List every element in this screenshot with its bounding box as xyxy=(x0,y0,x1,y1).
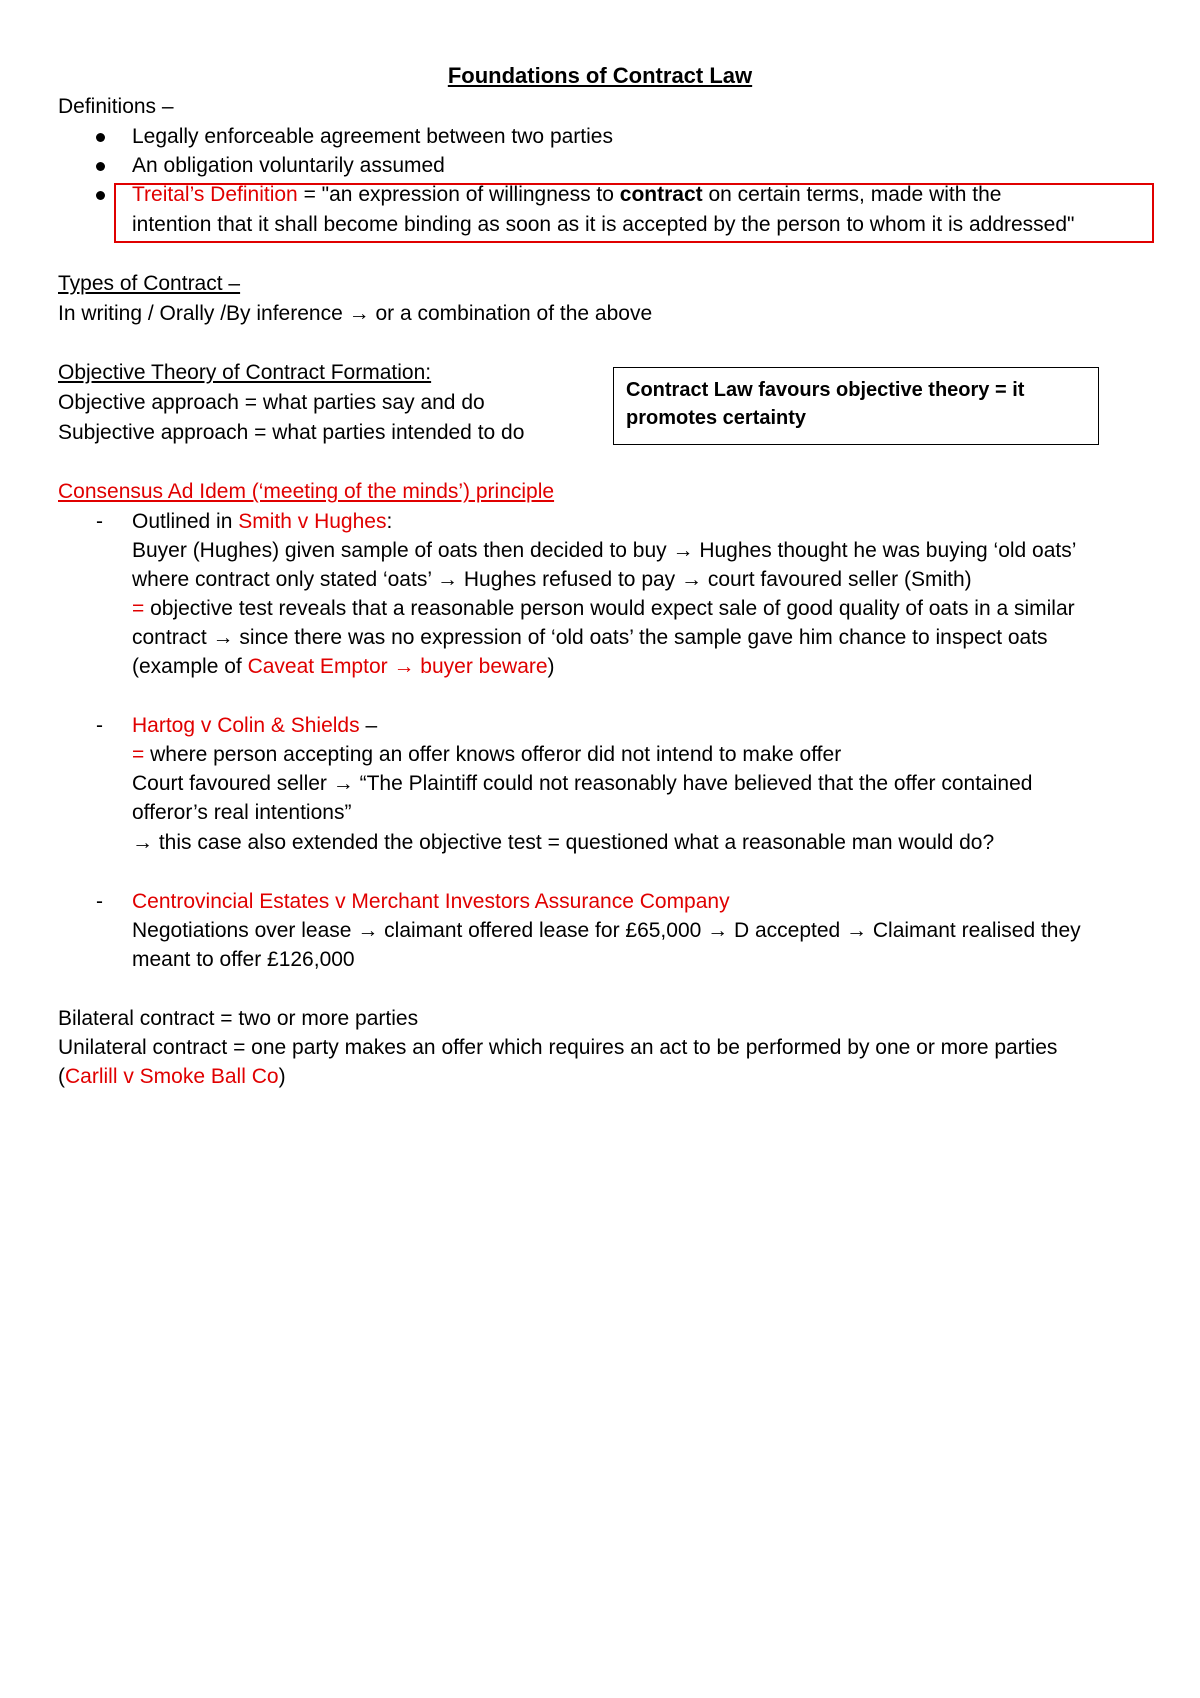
smith-line1 xyxy=(132,537,1076,565)
centro-l1-a: Negotiations over lease xyxy=(132,919,358,942)
equals-sign: = xyxy=(132,597,145,620)
smith-line5 xyxy=(132,653,555,681)
smith-line2 xyxy=(132,566,972,594)
hartog-suffix: – xyxy=(359,714,378,737)
objective-line: Objective approach = what parties say and do xyxy=(58,391,485,414)
arrow-icon: → xyxy=(707,919,729,942)
smith-l2-c: court favoured seller (Smith) xyxy=(702,568,972,591)
objective-heading: Objective Theory of Contract Formation: xyxy=(58,361,432,384)
definition-item: An obligation voluntarily assumed xyxy=(132,154,445,177)
types-text-b: or a combination of the above xyxy=(369,302,653,325)
list-dash: - xyxy=(96,510,103,533)
case-smith-v-hughes: Smith v Hughes xyxy=(238,510,387,533)
list-dash: - xyxy=(96,714,103,737)
subjective-line: Subjective approach = what parties intended to do xyxy=(58,421,525,444)
hartog-line1 xyxy=(132,741,841,769)
bullet-icon xyxy=(96,133,105,142)
consensus-heading: Consensus Ad Idem (‘meeting of the minds’) principle xyxy=(58,480,555,503)
arrow-icon: → xyxy=(348,302,370,325)
hartog-l4: this case also extended the objective test = questioned what a reasonable man would do? xyxy=(153,831,995,854)
smith-intro xyxy=(132,508,392,536)
centro-line1 xyxy=(132,917,1081,945)
definition-item: Legally enforceable agreement between two parties xyxy=(132,125,613,148)
equals-sign: = xyxy=(132,743,145,766)
smith-l1-a: Buyer (Hughes) given sample of oats then decided to buy xyxy=(132,539,673,562)
hartog-l1: where person accepting an offer knows offeror did not intend to make offer xyxy=(144,743,842,766)
smith-intro-text: Outlined in xyxy=(132,510,239,533)
hartog-l2-b: “The Plaintiff could not reasonably have believed that the offer contained xyxy=(353,772,1033,795)
smith-l2-b: Hughes refused to pay xyxy=(458,568,682,591)
smith-l3: objective test reveals that a reasonable person would expect sale of good quality of oats in a similar xyxy=(144,597,1075,620)
objective-theory-note-box xyxy=(613,367,1099,445)
smith-l2-a: where contract only stated ‘oats’ xyxy=(132,568,438,591)
smith-line3 xyxy=(132,595,1075,623)
bullet-icon xyxy=(96,191,105,200)
hartog-line4 xyxy=(132,829,994,857)
smith-l4-a: contract xyxy=(132,626,213,649)
smith-l5-b: ) xyxy=(547,655,555,678)
paren-close: ) xyxy=(278,1065,286,1088)
arrow-icon: → xyxy=(212,626,234,649)
page-title: Foundations of Contract Law xyxy=(447,63,753,88)
hartog-line2 xyxy=(132,770,1032,798)
treital-definition-line1 xyxy=(132,181,1001,209)
hartog-line3: offeror’s real intentions” xyxy=(132,801,352,824)
smith-line4 xyxy=(132,624,1048,652)
bilateral-line: Bilateral contract = two or more parties xyxy=(58,1007,419,1030)
types-text-a: In writing / Orally /By inference xyxy=(58,302,349,325)
treital-text-a: = "an expression of willingness to xyxy=(297,183,620,206)
arrow-icon: → xyxy=(132,831,153,854)
note-line1: Contract Law favours objective theory = it xyxy=(626,379,1025,401)
centro-line2: meant to offer £126,000 xyxy=(132,948,355,971)
treital-contract-bold: contract xyxy=(619,183,703,206)
arrow-icon: → xyxy=(672,539,694,562)
centro-l1-b: claimant offered lease for £65,000 xyxy=(378,919,708,942)
buyer-beware: buyer beware xyxy=(414,655,548,678)
types-heading: Types of Contract – xyxy=(58,272,241,295)
carlill-line xyxy=(58,1063,286,1091)
caveat-emptor: Caveat Emptor xyxy=(247,655,394,678)
hartog-l2-a: Court favoured seller xyxy=(132,772,333,795)
arrow-icon: → xyxy=(332,772,354,795)
smith-l1-b: Hughes thought he was buying ‘old oats’ xyxy=(693,539,1077,562)
arrow-icon: → xyxy=(357,919,379,942)
definitions-heading: Definitions – xyxy=(58,95,174,118)
unilateral-line: Unilateral contract = one party makes an offer which requires an act to be performed by one or more parties xyxy=(58,1036,1058,1059)
arrow-icon: → xyxy=(681,568,703,591)
treital-text-b: on certain terms, made with the xyxy=(702,183,1002,206)
smith-colon: : xyxy=(386,510,393,533)
arrow-icon: → xyxy=(846,919,868,942)
list-dash: - xyxy=(96,890,103,913)
bullet-icon xyxy=(96,162,105,171)
arrow-icon: → xyxy=(437,568,459,591)
types-line xyxy=(58,300,652,328)
case-hartog: Hartog v Colin & Shields xyxy=(132,714,360,737)
treital-label: Treital’s Definition xyxy=(132,183,298,206)
paren-open: ( xyxy=(58,1065,65,1088)
treital-definition-line2: intention that it shall become binding as soon as it is accepted by the person to whom it is addressed" xyxy=(132,213,1075,236)
centro-l1-d: Claimant realised they xyxy=(867,919,1081,942)
case-carlill: Carlill v Smoke Ball Co xyxy=(65,1065,279,1088)
hartog-title xyxy=(132,712,377,740)
centro-l1-c: D accepted xyxy=(728,919,847,942)
note-line2: promotes certainty xyxy=(626,407,807,429)
case-centrovincial: Centrovincial Estates v Merchant Investors Assurance Company xyxy=(132,890,730,913)
smith-l4-b: since there was no expression of ‘old oats’ the sample gave him chance to inspect oats xyxy=(233,626,1048,649)
smith-l5-a: (example of xyxy=(132,655,248,678)
arrow-icon: → xyxy=(393,655,415,678)
